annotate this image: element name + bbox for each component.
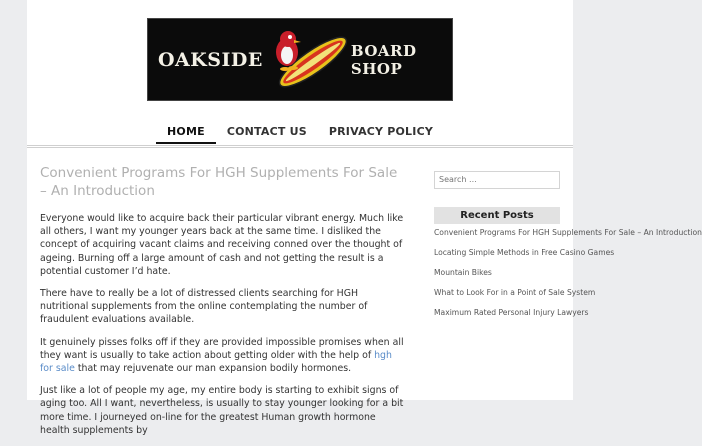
post-article: [40, 164, 405, 446]
post-paragraph: [40, 336, 405, 376]
post-paragraph: Everyone would like to acquire back their particular vibrant energy. Much like all others, I want my younger years back at the same time. I disliked the concept of acquiring vacant claims and receiving conned over the thought of ageing. Burning off a large amount of cash and not getting the result is a potential customer I’d hate.: [40, 213, 404, 277]
nav-item-contact-us[interactable]: CONTACT US: [226, 125, 307, 138]
site-header: [27, 0, 573, 118]
recent-posts-title: Recent Posts: [434, 207, 560, 224]
post-title[interactable]: Convenient Programs For HGH Supplements For Sale – An Introduction: [40, 165, 398, 199]
search-input[interactable]: [434, 171, 560, 189]
recent-post-link[interactable]: Convenient Programs For HGH Supplements For Sale – An Introduction: [434, 227, 702, 237]
nav-item-privacy-policy[interactable]: PRIVACY POLICY: [328, 125, 434, 138]
post-body: [40, 212, 405, 437]
main-nav: [27, 118, 573, 148]
nav-item-home[interactable]: HOME: [156, 119, 216, 144]
recent-posts-list: [434, 224, 702, 324]
site-logo[interactable]: [147, 18, 453, 101]
penguin-surfboard-icon: [263, 22, 351, 98]
hgh-for-sale-link[interactable]: hgh for sale: [40, 349, 392, 375]
recent-post-link[interactable]: Mountain Bikes: [434, 267, 492, 277]
post-text: It genuinely pisses folks off if they are provided impossible promises when all they want is usually to take action about getting older with the help of: [40, 336, 404, 361]
logo-text-right: BOARD SHOP: [350, 41, 417, 78]
post-paragraph: Just like a lot of people my age, my entire body is starting to exhibit signs of aging too. All I want, nevertheless, is usually to stay younger looking for a bit more time. I journeyed on-line for the greatest Human growth hormone health supplements by: [40, 385, 404, 436]
post-text: that may rejuvenate our man expansion bodily hormones.: [74, 363, 352, 375]
recent-post-link[interactable]: Maximum Rated Personal Injury Lawyers: [434, 307, 589, 317]
post-paragraph: There have to really be a lot of distressed clients searching for HGH nutritional supplements from the online contemplating the number of fraudulent evaluations available.: [40, 288, 368, 326]
page: [27, 0, 702, 436]
logo-text-left: OAKSIDE: [158, 48, 263, 71]
recent-post-link[interactable]: What to Look For in a Point of Sale System: [434, 287, 596, 297]
recent-post-link[interactable]: Locating Simple Methods in Free Casino Games: [434, 247, 615, 257]
sidebar: [434, 167, 702, 324]
